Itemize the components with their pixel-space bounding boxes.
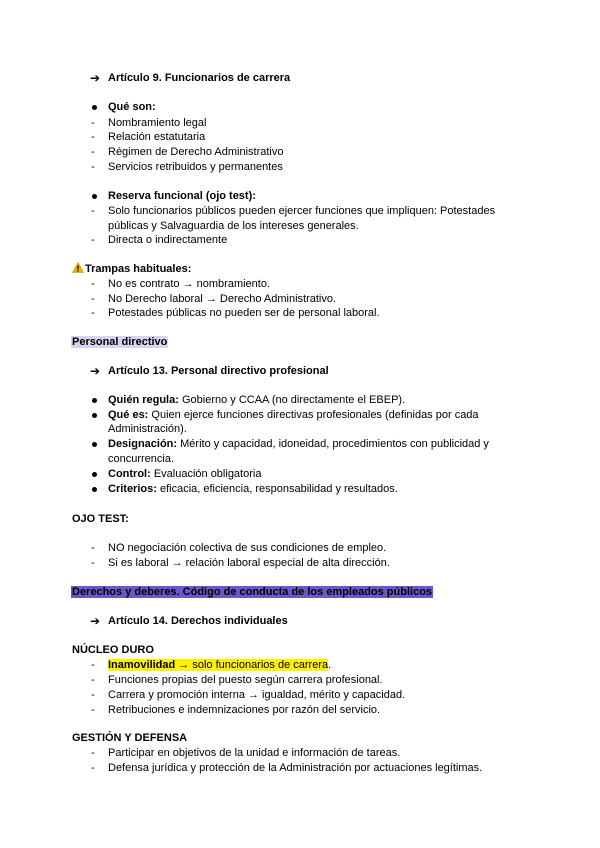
list-item: Potestades públicas no pueden ser de personal laboral. (108, 307, 380, 319)
item-label: Qué es: (108, 409, 149, 421)
list-item (108, 482, 398, 496)
list-item: Servicios retribuidos y permanentes (108, 161, 283, 173)
dash-icon: - (91, 747, 95, 759)
item-text: eficacia, eficiencia, responsabilidad y resultados. (156, 483, 398, 495)
trampas-label: Trampas habituales: (85, 263, 192, 275)
dash-icon: - (91, 161, 95, 173)
list-item: Solo funcionarios públicos pueden ejercer funciones que impliquen: Potestades (108, 205, 496, 217)
bullet-icon (92, 472, 97, 477)
ojo-test-heading: OJO TEST: (72, 513, 129, 525)
section-title-directivo (71, 335, 168, 349)
list-item (108, 467, 261, 481)
dash-icon: - (91, 131, 95, 143)
dash-icon: - (91, 117, 95, 129)
bullet-icon (92, 442, 97, 447)
dash-icon: - (91, 234, 95, 246)
dash-icon: - (91, 762, 95, 774)
dash-icon: - (91, 293, 95, 305)
item-end: . (328, 659, 332, 671)
trampas-heading (72, 262, 191, 276)
list-item: Relación estatutaria (108, 131, 206, 143)
list-item: Funciones propias del puesto según carrera profesional. (108, 674, 383, 686)
bullet-icon (92, 105, 97, 110)
bullet-icon (92, 487, 97, 492)
list-item: No es contrato → nombramiento. (108, 278, 271, 290)
list-item: Participar en objetivos de la unidad e información de tareas. (108, 747, 401, 759)
arrow-icon: ➔ (90, 71, 101, 85)
list-item-continuation: concurrencia. (108, 453, 175, 465)
gestion-heading: GESTIÓN Y DEFENSA (72, 732, 188, 744)
dash-icon: - (91, 542, 95, 554)
item-label: Inamovilidad (108, 659, 176, 671)
nucleo-heading: NÚCLEO DURO (72, 644, 154, 656)
item-label: Designación: (108, 438, 178, 450)
list-item: NO negociación colectiva de sus condiciones de empleo. (108, 542, 387, 554)
list-item: No Derecho laboral → Derecho Administrativo. (108, 293, 337, 305)
list-item (108, 393, 405, 407)
bullet-icon (92, 413, 97, 418)
bullet-icon (92, 398, 97, 403)
list-item: Defensa jurídica y protección de la Administración por actuaciones legítimas. (108, 762, 483, 774)
bullet-icon (92, 194, 97, 199)
item-label: Quién regula: (108, 394, 179, 406)
list-item: Si es laboral → relación laboral especial de alta dirección. (108, 557, 390, 569)
section-title-text: Personal directivo (72, 336, 168, 348)
list-item: Retribuciones e indemnizaciones por razón del servicio. (108, 704, 381, 716)
dash-icon: - (91, 278, 95, 290)
dash-icon: - (91, 689, 95, 701)
item-text: Evaluación obligatoria (150, 468, 262, 480)
dash-icon: - (91, 704, 95, 716)
dash-icon: - (91, 557, 95, 569)
art14-heading: Artículo 14. Derechos individuales (108, 615, 288, 627)
art13-heading: Artículo 13. Personal directivo profesional (108, 365, 329, 377)
section-title-text: Derechos y deberes. Código de conducta de los empleados públicos (72, 586, 433, 598)
list-item: Nombramiento legal (108, 117, 207, 129)
list-item (108, 437, 489, 451)
item-text: Quien ejerce funciones directivas profesionales (definidas por cada (148, 409, 479, 421)
list-item: Directa o indirectamente (108, 234, 228, 246)
arrow-icon: ➔ (90, 364, 101, 378)
list-item: Régimen de Derecho Administrativo (108, 146, 284, 158)
section-title-derechos (71, 585, 433, 599)
warning-icon (72, 262, 84, 273)
list-item: Carrera y promoción interna → igualdad, mérito y capacidad. (108, 689, 406, 701)
art9-heading: Artículo 9. Funcionarios de carrera (108, 72, 291, 84)
dash-icon: - (91, 659, 95, 671)
list-item-continuation: públicas y Salvaguardia de los intereses generales. (108, 220, 359, 232)
list-item-continuation: Administración). (108, 423, 187, 435)
dash-icon: - (91, 307, 95, 319)
item-text: Gobierno y CCAA (no directamente el EBEP). (178, 394, 406, 406)
reserva-label: Reserva funcional (ojo test): (108, 190, 256, 202)
item-text: → solo funcionarios de carrera (175, 659, 329, 671)
list-item (108, 658, 331, 672)
dash-icon: - (91, 205, 95, 217)
dash-icon: - (91, 674, 95, 686)
item-label: Criterios: (108, 483, 157, 495)
dash-icon: - (91, 146, 95, 158)
que-son-label: Qué son: (108, 101, 156, 113)
item-label: Control: (108, 468, 151, 480)
item-text: Mérito y capacidad, idoneidad, procedimientos con publicidad y (177, 438, 489, 450)
arrow-icon: ➔ (90, 614, 101, 628)
list-item (108, 408, 479, 422)
